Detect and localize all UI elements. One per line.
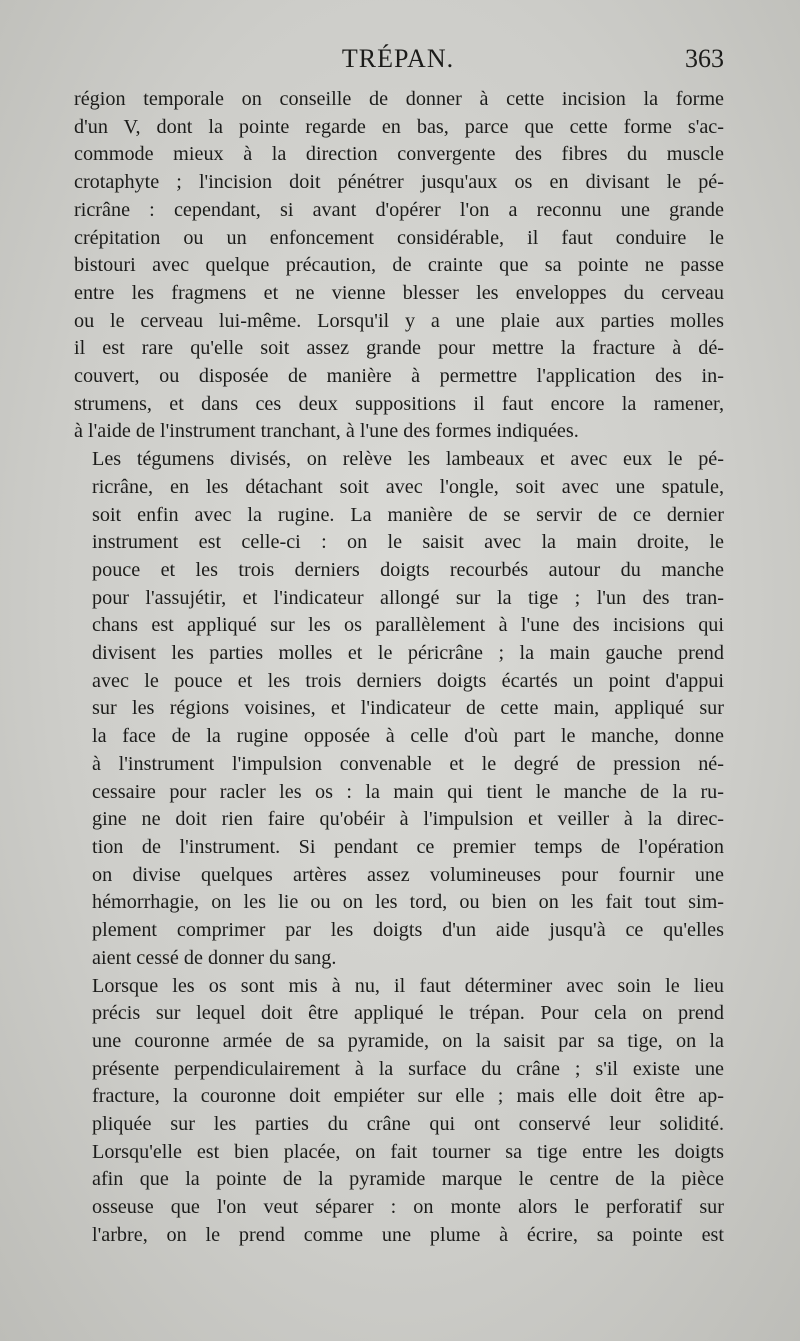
text-line: ou le cerveau lui-même. Lorsqu'il y a une plaie aux parties molles [74,309,724,332]
text-line: bistouri avec quelque précaution, de crainte que sa pointe ne passe [74,254,724,277]
text-line: présente perpendiculairement à la surface du crâne ; s'il existe une [92,1057,724,1080]
page-number: 363 [685,44,724,73]
text-line: on divise quelques artères assez volumineuses pour fournir une [92,863,724,886]
text-line: crépitation ou un enfoncement considérable, il faut conduire le [74,226,724,249]
text-line: afin que la pointe de la pyramide marque le centre de la pièce [92,1168,724,1191]
text-line: instrument est celle-ci : on le saisit avec la main droite, le [92,531,724,554]
text-line: ricrâne : cependant, si avant d'opérer l'on a reconnu une grande [74,198,724,221]
body-text [74,86,724,1250]
text-line: d'un V, dont la pointe regarde en bas, parce que cette forme s'ac- [74,115,724,138]
text-line: l'arbre, on le prend comme une plume à écrire, sa pointe est [92,1223,724,1246]
text-line: gine ne doit rien faire qu'obéir à l'impulsion et veiller à la direc- [92,808,724,831]
text-line: précis sur lequel doit être appliqué le trépan. Pour cela on prend [92,1002,724,1025]
text-line: hémorrhagie, on les lie ou on les tord, ou bien on les fait tout sim- [92,891,724,914]
text-line: ricrâne, en les détachant soit avec l'ongle, soit avec une spatule, [92,475,724,498]
text-line: entre les fragmens et ne vienne blesser les enveloppes du cerveau [74,281,724,304]
running-head [72,44,724,80]
text-line: à l'instrument l'impulsion convenable et le degré de pression né- [92,752,724,775]
text-line: crotaphyte ; l'incision doit pénétrer jusqu'aux os en divisant le pé- [74,171,724,194]
paragraph-3 [74,973,724,1250]
text-line: il est rare qu'elle soit assez grande pour mettre la fracture à dé- [74,337,724,360]
text-line: région temporale on conseille de donner à cette incision la forme [74,88,724,110]
text-line: divisent les parties molles et le péricrâne ; la main gauche prend [92,642,724,665]
paragraph-2 [74,446,724,972]
text-line: fracture, la couronne doit empiéter sur elle ; mais elle doit être ap- [92,1085,724,1108]
text-line: Lorsqu'elle est bien placée, on fait tourner sa tige entre les doigts [92,1140,724,1163]
text-line: avec le pouce et les trois derniers doigts écartés un point d'appui [92,669,724,692]
running-title: TRÉPAN. [341,44,455,73]
text-line: sur les régions voisines, et l'indicateur de cette main, appliqué sur [92,697,724,720]
text-line: pliquée sur les parties du crâne qui ont conservé leur solidité. [92,1113,724,1136]
text-line: chans est appliqué sur les os parallèlement à l'une des incisions qui [92,614,724,637]
text-line: strumens, et dans ces deux suppositions il faut encore la ramener, [74,392,724,415]
text-line: commode mieux à la direction convergente des fibres du muscle [74,143,724,166]
text-line: Les tégumens divisés, on relève les lambeaux et avec eux le pé- [92,448,724,471]
text-line: tion de l'instrument. Si pendant ce premier temps de l'opération [92,835,724,858]
text-line: soit enfin avec la rugine. La manière de se servir de ce dernier [92,503,724,526]
text-line: Lorsque les os sont mis à nu, il faut déterminer avec soin le lieu [92,974,724,997]
text-line: aient cessé de donner du sang. [92,946,337,969]
text-line: cessaire pour racler les os : la main qui tient le manche de la ru- [92,780,724,803]
text-line: à l'aide de l'instrument tranchant, à l'une des formes indiquées. [74,420,579,443]
text-line: la face de la rugine opposée à celle d'où part le manche, donne [92,725,724,748]
text-line: pouce et les trois derniers doigts recourbés autour du manche [92,558,724,581]
paragraph-1 [74,86,724,446]
text-line: osseuse que l'on veut séparer : on monte alors le perforatif sur [92,1196,724,1219]
text-line: pour l'assujétir, et l'indicateur allongé sur la tige ; l'un des tran- [92,586,724,609]
text-line: plement comprimer par les doigts d'un aide jusqu'à ce qu'elles [92,919,724,942]
text-line: une couronne armée de sa pyramide, on la saisit par sa tige, on la [92,1029,724,1052]
text-line: couvert, ou disposée de manière à permettre l'application des in- [74,365,724,388]
